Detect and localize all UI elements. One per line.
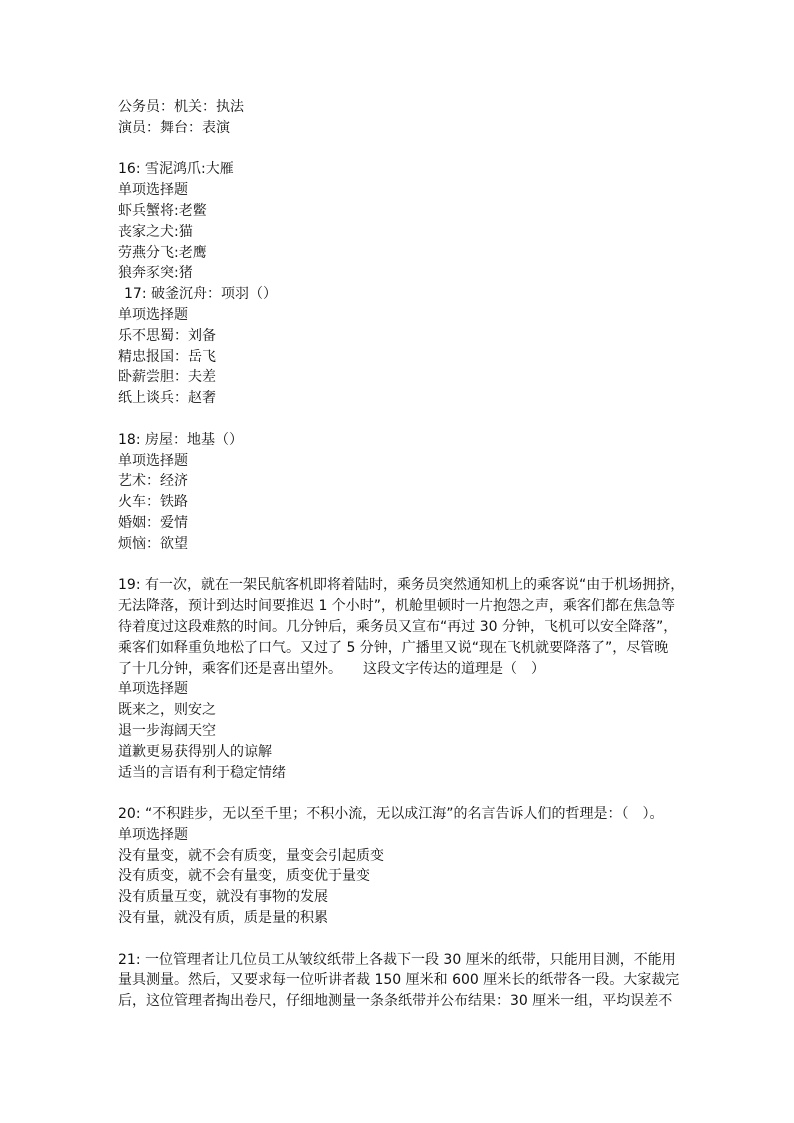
paragraph-gap (118, 555, 678, 576)
question-18-option-d: 烦恼：欲望 (118, 535, 188, 552)
question-16-option-b: 丧家之犬:猫 (118, 223, 193, 240)
text-line: 公务员：机关：执法 (118, 99, 244, 115)
question-17-option-d: 纸上谈兵：赵奢 (118, 390, 216, 407)
question-19-stem-line: 了十几分钟，乘客们还是喜出望外。 这段文字传达的道理是（ ） (118, 660, 545, 677)
paragraph-gap (118, 409, 678, 430)
question-20-type: 单项选择题 (118, 826, 188, 843)
document-page (118, 97, 685, 1012)
question-19-stem-line: 待着度过这段难熬的时间。几分钟后，乘务员又宣布“再过 30 分钟，飞机可以安全降落”， (118, 618, 678, 635)
question-17-option-b: 精忠报国：岳飞 (118, 348, 216, 365)
question-17-option-c: 卧薪尝胆：夫差 (118, 369, 216, 386)
question-18-type: 单项选择题 (118, 452, 188, 469)
question-19-option-d: 适当的言语有利于稳定情绪 (118, 764, 286, 781)
text-line: 演员：舞台：表演 (118, 119, 230, 136)
question-16-option-c: 劳燕分飞:老鹰 (118, 244, 207, 261)
question-16-option-a: 虾兵蟹将:老鳖 (118, 202, 207, 219)
question-19-stem-line: 乘客们如释重负地松了口气。又过了 5 分钟，广播里又说“现在飞机就要降落了”，尽管晚 (118, 639, 669, 656)
paragraph-gap (118, 139, 678, 160)
question-19-option-b: 退一步海阔天空 (118, 722, 216, 739)
question-16-option-d: 狼奔豕突:猪 (118, 265, 193, 282)
question-20-option-a: 没有量变，就不会有质变，量变会引起质变 (118, 847, 384, 864)
question-20-option-b: 没有质变，就不会有量变，质变优于量变 (118, 868, 370, 885)
question-21-stem-line: 后，这位管理者掏出卷尺，仔细地测量一条条纸带并公布结果：30 厘米一组，平均误差不 (118, 993, 673, 1010)
question-20-option-c: 没有质量互变，就没有事物的发展 (118, 889, 328, 906)
question-20-option-d: 没有量，就没有质，质是量的积累 (118, 910, 328, 927)
question-19-stem-line: 无法降落，预计到达时间要推迟 1 个小时”，机舱里顿时一片抱怨之声，乘客们都在焦急等 (118, 598, 676, 615)
question-21-stem-line: 量具测量。然后，又要求每一位听讲者裁 150 厘米和 600 厘米长的纸带各一段。大家裁完 (118, 972, 680, 989)
question-17-type: 单项选择题 (118, 306, 188, 323)
question-21-stem-line: 21: 一位管理者让几位员工从皱纹纸带上各裁下一段 30 厘米的纸带，只能用目测，不能用 (118, 951, 676, 968)
question-17-option-a: 乐不思蜀：刘备 (118, 327, 216, 344)
question-18-option-a: 艺术：经济 (118, 473, 188, 490)
question-19-option-a: 既来之，则安之 (118, 702, 216, 719)
question-19-type: 单项选择题 (118, 681, 188, 698)
question-18-option-b: 火车：铁路 (118, 494, 188, 511)
paragraph-gap (118, 783, 678, 804)
paragraph-gap (118, 929, 678, 950)
question-17-stem: 17: 破釜沉舟：项羽（） (124, 286, 277, 303)
question-19-option-c: 道歉更易获得别人的谅解 (118, 743, 272, 760)
question-16-stem: 16: 雪泥鸿爪:大雁 (118, 161, 234, 178)
question-16-type: 单项选择题 (118, 182, 188, 199)
question-19-stem-line: 19: 有一次，就在一架民航客机即将着陆时，乘务员突然通知机上的乘客说“由于机场拥挤， (118, 577, 685, 594)
question-20-stem: 20: “不积跬步，无以至千里；不积小流，无以成江海”的名言告诉人们的哲理是：（ ）。 (118, 806, 664, 823)
question-18-stem: 18: 房屋：地基（） (118, 431, 243, 448)
question-18-option-c: 婚姻：爱情 (118, 514, 188, 531)
